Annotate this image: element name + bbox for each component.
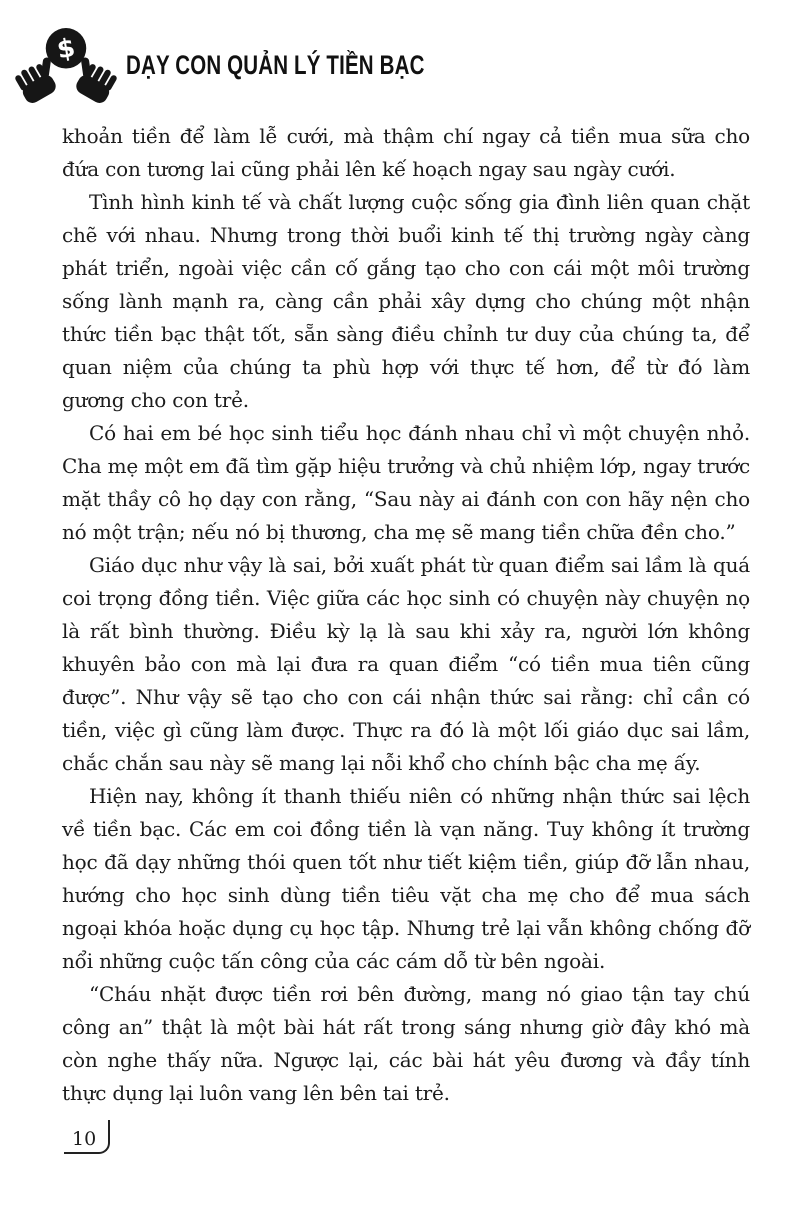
hands-holding-dollar-icon: [22, 26, 110, 104]
dollar-sign: $: [54, 32, 78, 66]
paragraph: Có hai em bé học sinh tiểu học đánh nhau chỉ vì một chuyện nhỏ. Cha mẹ một em đã tìm gặp hiệu trưởng và chủ nhiệm lớp, ngay trước mặt thầy cô họ dạy con rằng, “Sau này ai đánh con con hãy nện cho nó một trận; nếu nó bị thương, cha mẹ sẽ mang tiền chữa đền cho.”: [62, 421, 750, 544]
page-number-ornament: [64, 1120, 110, 1154]
page-number: 10: [72, 1128, 97, 1150]
paragraph: Hiện nay, không ít thanh thiếu niên có những nhận thức sai lệch về tiền bạc. Các em coi đồng tiền là vạn năng. Tuy không ít trường học đã dạy những thói quen tốt như tiết kiệm tiền, giúp đỡ lẫn nhau, hướng cho học sinh dùng tiền tiêu vặt cha mẹ cho để mua sách ngoại khóa hoặc dụng cụ học tập. Nhưng trẻ lại vẫn không chống đỡ nổi những cuộc tấn công của các cám dỗ từ bên ngoài.: [62, 784, 750, 973]
paragraph: “Cháu nhặt được tiền rơi bên đường, mang nó giao tận tay chú công an” thật là một bài hát rất trong sáng nhưng giờ đây khó mà còn nghe thấy nữa. Ngược lại, các bài hát yêu đương và đầy tính thực dụng lại luôn vang lên bên tai trẻ.: [62, 982, 750, 1105]
book-title: DẠY CON QUẢN LÝ TIỀN BẠC: [126, 49, 425, 80]
page-header: [22, 24, 519, 106]
paragraph: Tình hình kinh tế và chất lượng cuộc sống gia đình liên quan chặt chẽ với nhau. Nhưng trong thời buổi kinh tế thị trường ngày càng phát triển, ngoài việc cần cố gắng tạo cho con cái một môi trường sống lành mạnh ra, càng cần phải xây dựng cho chúng một nhận thức tiền bạc thật tốt, sẵn sàng điều chỉnh tư duy của chúng ta, để quan niệm của chúng ta phù hợp với thực tế hơn, để từ đó làm gương cho con trẻ.: [62, 190, 750, 412]
page-body: [62, 120, 750, 1110]
paragraph: khoản tiền để làm lễ cưới, mà thậm chí ngay cả tiền mua sữa cho đứa con tương lai cũng phải lên kế hoạch ngay sau ngày cưới.: [62, 124, 750, 181]
paragraph: Giáo dục như vậy là sai, bởi xuất phát từ quan điểm sai lầm là quá coi trọng đồng tiền. Việc giữa các học sinh có chuyện này chuyện nọ là rất bình thường. Điều kỳ lạ là sau khi xảy ra, người lớn không khuyên bảo con mà lại đưa ra quan điểm “có tiền mua tiên cũng được”. Như vậy sẽ tạo cho con cái nhận thức sai rằng: chỉ cần có tiền, việc gì cũng làm được. Thực ra đó là một lối giáo dục sai lầm, chắc chắn sau này sẽ mang lại nỗi khổ cho chính bậc cha mẹ ấy.: [62, 553, 750, 775]
